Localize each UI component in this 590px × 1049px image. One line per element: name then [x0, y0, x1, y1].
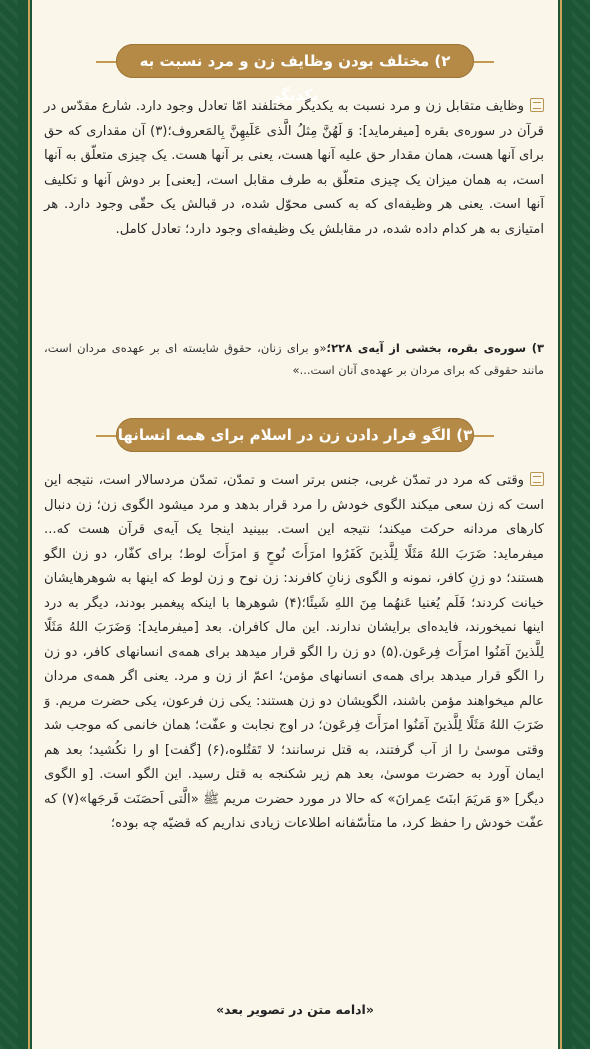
footnote-reference: ۳) سوره‌ی بقره، بخشی از آیه‌ی ۲۲۸؛ [326, 341, 544, 355]
section3-heading-row [32, 416, 558, 456]
continuation-note: «ادامه متن در تصویر بعد» [216, 1002, 374, 1017]
section2-paragraph [44, 95, 544, 242]
section3-paragraph-text: وقتی که مرد در تمدّن غربی، جنس برتر است و تمدّن، تمدّن مردسالار است، نتیجه این است که زن سعی میکند الگوی خودش را مرد قرار بدهد و مرد میشود الگوی زن؛ زن دنبال کارهای مردانه حرکت میکند؛ نتیجه این است. ببینید اینجا یک آیه‌ی قرآن هست که... میفرماید: ضَرَبَ اللهُ مَثَلًا لِلَّذینَ کَفَرُوا امرَأَتَ نُوحٍ وَ امرَأَتَ لوط؛ برای کفّار، دو زن الگو هستند؛ دو زنِ کافر، نمونه و الگوی زنانِ کافرند: زن نوح و زن لوط که اینها به شوهرهایشان خیانت کردند؛ فَلَم یُغنیا عَنهُما مِنَ اللهِ شَیئًا؛(۴) شوهرها با اینکه پیغمبر بودند، دیگر به درد اینها نمیخورند، فایده‌ای برایشان ندارند. این مال کافران. بعد [میفرماید]: وَضَرَبَ اللهُ مَثَلًا لِلَّذینَ آمَنُوا امرَأَتَ فِرعَون.(۵) دو زن را الگو قرار میدهد برای همه‌ی انسانهای کافر، دو زن را الگو قرار میدهد برای همه‌ی انسانهای مؤمن؛ اعمّ از زن و مرد. یعنی اگر همه‌ی مردان عالم میخواهند مؤمن باشند، الگویشان دو زن هستند: یکی زن فرعون، یکی حضرت مریم. وَ ضَرَبَ اللهُ مَثَلًا لِلَّذینَ آمَنُوا امرَأَتَ فِرعَون؛ در اوج نجابت و عفّت؛ همان خانمی که موجب شد وقتی موسیٰ را از آب گرفتند، به قتل نرسانند؛ لا تَقتُلوه،(۶) [گفت] او را نکُشید؛ بعد هم ایمان آورد به حضرت موسیٰ، بعد هم زیر شکنجه به قتل رسید. این الگو است. [و الگوی دیگر] «وَ مَریَمَ ابنَتَ عِمرانَ» که حالا در مورد حضرت مریم ﷺ «الَّتی اَحصَنَت فَرجَها»(۷) که عفّت خودش را حفظ کرد، ما متأسّفانه اطلاعات زیادی نداریم که قضیّه چه بوده؛ [44, 473, 545, 831]
heading-divider-left [96, 435, 116, 437]
heading-divider-left [96, 61, 116, 63]
content-paper [32, 0, 558, 1049]
book-icon [530, 98, 544, 112]
section2-heading-row [32, 42, 558, 104]
frame-border-left [28, 0, 30, 1049]
heading-divider-right [474, 435, 494, 437]
book-icon [530, 472, 544, 486]
frame-border-right [560, 0, 562, 1049]
section3-heading: ۳) الگو قرار دادن زن در اسلام برای همه انسانها [116, 418, 474, 452]
section2-footnote [44, 337, 544, 381]
heading-divider-right [474, 61, 494, 63]
section2-heading: ۲) مختلف بودن وظایف زن و مرد نسبت به یکدیگر [116, 44, 474, 78]
section3-paragraph [44, 469, 544, 837]
section2-paragraph-text: وظایف متقابل زن و مرد نسبت به یکدیگر مختلفند امّا تعادل وجود دارد. شارع مقدّس در قرآن در سوره‌ی بقره [میفرماید]: وَ لَهُنَّ مِثلُ الَّذی عَلَیهِنَّ بِالمَعروف؛(۳) آن مقداری که حق برای آنها هست، همان مقدار حق علیه آنها هست، یعنی بر آنها هست. یک چیزی متعلّق به آنها است، به همان میزان یک چیزی متعلّق به طرف مقابل است، [یعنی] بر دوش آنها و تکلیف آنها است. یعنی هر وظیفه‌ای که به کسی محوّل شده، در قبالش یک حقّی وجود دارد. هر امتیازی به هر کدام داده شده، در مقابلش یک وظیفه‌ای وجود دارد؛ تعادل کامل. [44, 99, 544, 237]
footnote-text: «و برای زنان، حقوق شایسته ای بر عهده‌ی مردان است، مانند حقوقی که برای مردان بر عهده‌ی آنان است...» [44, 341, 544, 377]
